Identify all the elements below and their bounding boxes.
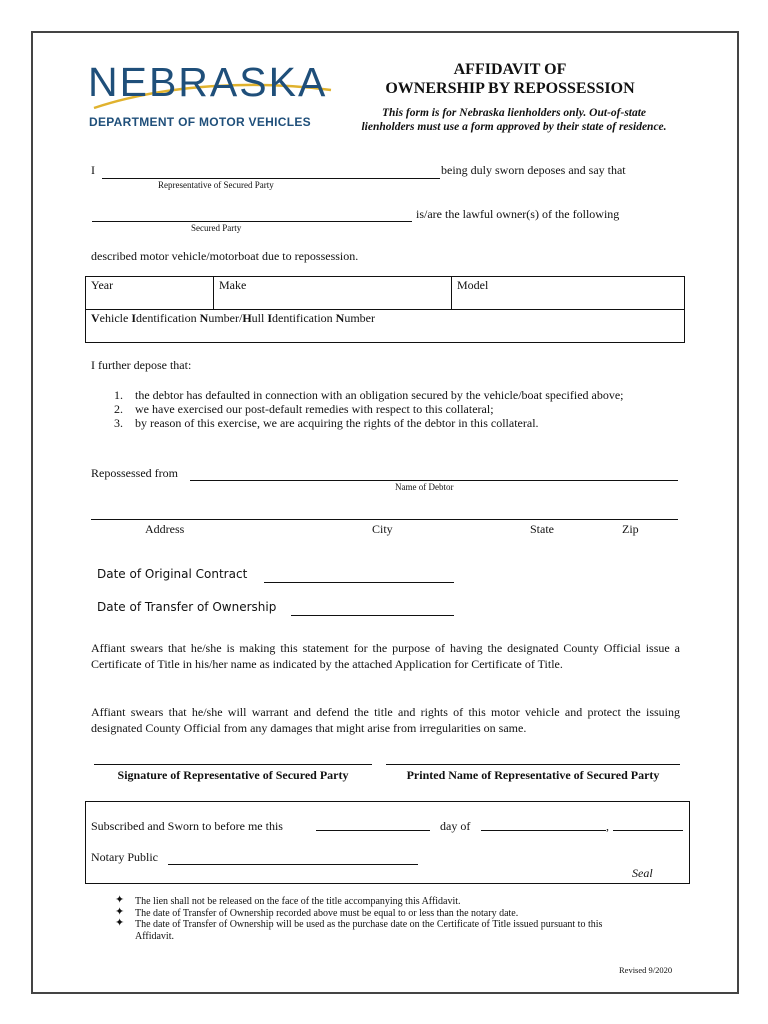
- zip-caption: Zip: [622, 522, 639, 536]
- subscribed-label: Subscribed and Sworn to before me this: [91, 819, 283, 833]
- star-bullet-icon: ✦: [115, 905, 125, 918]
- sworn-month-field[interactable]: [481, 830, 606, 831]
- comma: ,: [606, 819, 609, 833]
- list-item: 2. we have exercised our post-default remedies with respect to this collateral;: [114, 402, 494, 416]
- lawful-owner-text: is/are the lawful owner(s) of the following: [416, 207, 620, 221]
- debtor-name-field[interactable]: [190, 480, 678, 481]
- make-cell[interactable]: [214, 277, 452, 310]
- make-label: Make: [219, 278, 247, 292]
- debtor-address-field[interactable]: [91, 519, 678, 520]
- affiant-paragraph-2: Affiant swears that he/she will warrant and defend the title and rights of this motor vehicle and protect the issuing designated County Official from any damages that might arise from irregularities on same.: [91, 705, 680, 735]
- original-contract-date-field[interactable]: [264, 582, 454, 583]
- notes-list: [115, 896, 635, 942]
- original-contract-label: Date of Original Contract: [97, 567, 248, 581]
- signature-field[interactable]: [94, 764, 372, 765]
- notary-public-label: Notary Public: [91, 850, 158, 864]
- secured-party-caption: Secured Party: [191, 223, 242, 233]
- printed-name-caption: Printed Name of Representative of Secured Party: [406, 768, 660, 782]
- transfer-date-label: Date of Transfer of Ownership: [97, 600, 277, 614]
- logo-department: DEPARTMENT OF MOTOR VEHICLES: [89, 115, 311, 129]
- vin-label: Vehicle Identification Number/Hull Identification Number: [91, 311, 375, 325]
- printed-name-field[interactable]: [386, 764, 680, 765]
- seal-label: Seal: [632, 866, 653, 880]
- being-sworn-text: being duly sworn deposes and say that: [441, 163, 626, 177]
- state-caption: State: [530, 522, 554, 536]
- star-bullet-icon: ✦: [115, 917, 125, 929]
- form-title-line1: AFFIDAVIT OF: [453, 61, 567, 78]
- address-caption: Address: [145, 522, 185, 536]
- model-label: Model: [457, 278, 489, 292]
- vehicle-table: [85, 276, 685, 343]
- described-text: described motor vehicle/motorboat due to repossession.: [91, 249, 359, 263]
- transfer-date-field[interactable]: [291, 615, 454, 616]
- sworn-day-field[interactable]: [316, 830, 430, 831]
- star-bullet-icon: ✦: [115, 894, 125, 906]
- representative-caption: Representative of Secured Party: [158, 180, 274, 190]
- lienholder-note: This form is for Nebraska lienholders only. Out-of-state lienholders must use a form approved by their state of residence.: [361, 107, 667, 133]
- revised-date: Revised 9/2020: [619, 965, 673, 975]
- signature-caption: Signature of Representative of Secured Party: [117, 768, 349, 782]
- list-item: ✦ The date of Transfer of Ownership will be used as the purchase date on the Certificate of Title issued pursuant to this Affidavit.: [115, 917, 603, 942]
- depose-list: [114, 388, 644, 430]
- day-of-label: day of: [440, 819, 471, 833]
- affiant-paragraph-1: Affiant swears that he/she is making this statement for the purpose of having the designated County Official issue a Certificate of Title in his/her name as indicated by the attached Application for Certificate of Title.: [91, 641, 680, 671]
- city-caption: City: [372, 522, 393, 536]
- year-label: Year: [91, 278, 114, 292]
- list-item: ✦ The date of Transfer of Ownership recorded above must be equal to or less than the notary date.: [115, 905, 519, 919]
- list-item: 1. the debtor has defaulted in connection with an obligation secured by the vehicle/boat specified above;: [114, 388, 624, 402]
- notary-box: [85, 801, 690, 884]
- i-label: I: [91, 163, 95, 177]
- vin-cell[interactable]: [86, 310, 685, 343]
- list-item: ✦ The lien shall not be released on the face of the title accompanying this Affidavit.: [115, 894, 461, 907]
- notary-public-field[interactable]: [168, 864, 418, 865]
- representative-name-field[interactable]: [102, 178, 440, 179]
- debtor-caption: Name of Debtor: [395, 482, 454, 492]
- depose-intro: I further depose that:: [91, 358, 192, 372]
- list-item: 3. by reason of this exercise, we are acquiring the rights of the debtor in this collateral.: [114, 416, 539, 430]
- model-cell[interactable]: [452, 277, 685, 310]
- repossessed-from-label: Repossessed from: [91, 466, 178, 480]
- secured-party-field[interactable]: [92, 221, 412, 222]
- year-cell[interactable]: [86, 277, 214, 310]
- logo-wordmark: NEBRASKA: [88, 59, 328, 105]
- sworn-year-field[interactable]: [613, 830, 683, 831]
- form-title-line2: OWNERSHIP BY REPOSSESSION: [385, 80, 635, 97]
